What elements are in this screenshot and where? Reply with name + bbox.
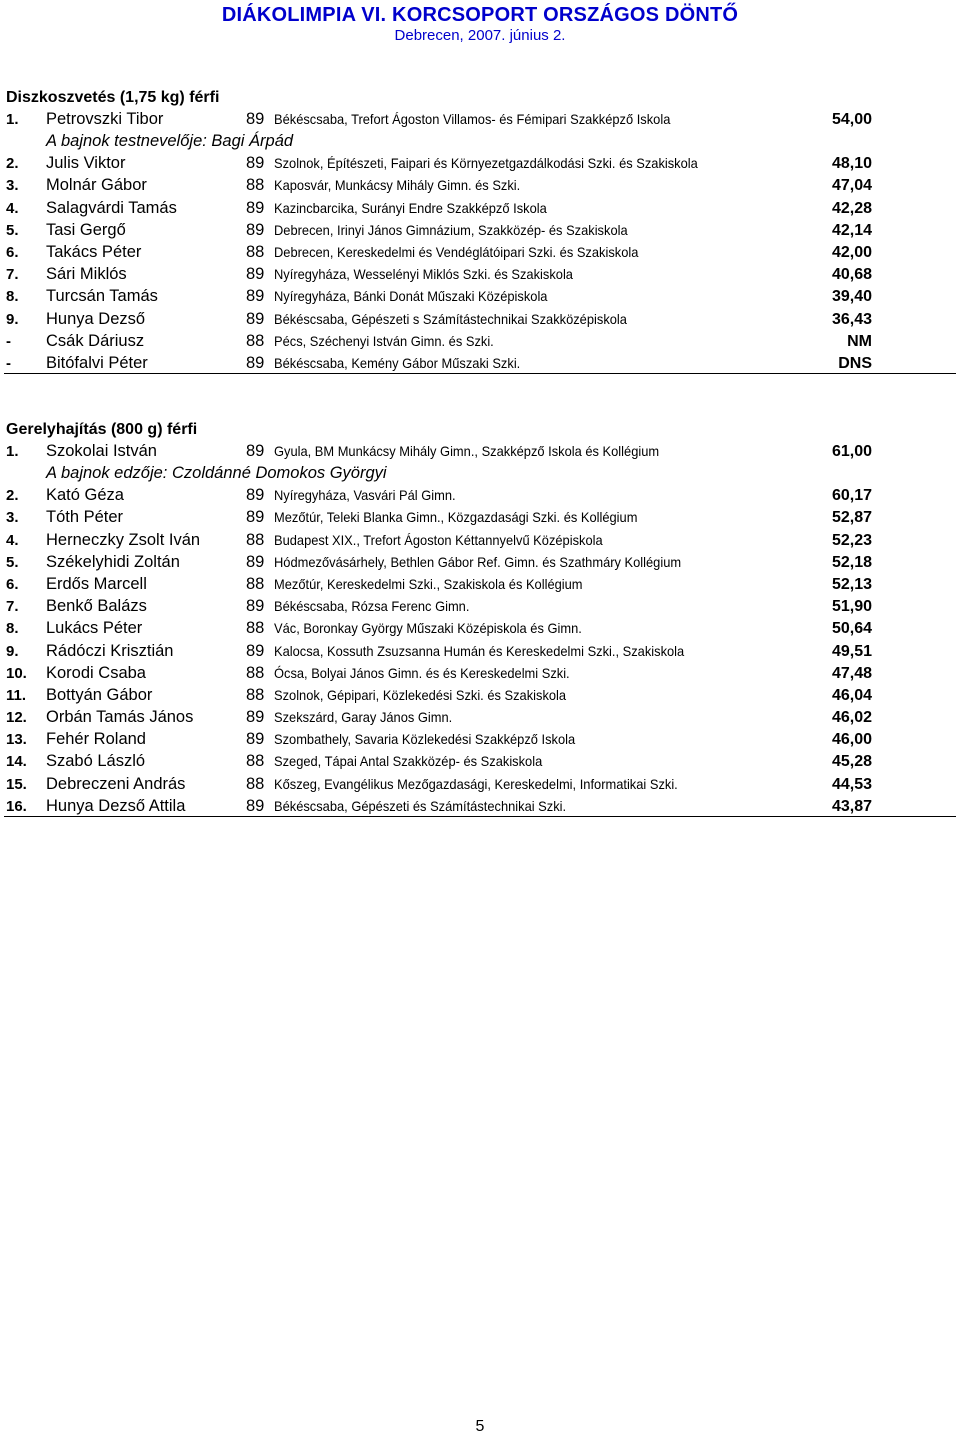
result-row	[0, 706, 960, 728]
athlete-name: Benkő Balázs	[46, 597, 147, 616]
athlete-year: 88	[246, 574, 265, 593]
coach-note: A bajnok testnevelője: Bagi Árpád	[46, 132, 294, 151]
result-row	[0, 728, 960, 750]
athlete-year: 88	[246, 619, 265, 638]
athlete-name: Szokolai István	[46, 442, 157, 460]
athlete-result: 42,14	[831, 221, 872, 239]
athlete-rank: 13.	[6, 731, 27, 749]
athlete-school: Kazincbarcika, Surányi Endre Szakképző Iskola	[274, 199, 547, 216]
athlete-rank: 1.	[6, 443, 19, 460]
athlete-rank: 8.	[6, 288, 19, 306]
athlete-result: NM	[847, 332, 872, 350]
athlete-name: Székelyhidi Zoltán	[46, 552, 180, 571]
result-row	[0, 484, 960, 506]
result-row	[0, 595, 960, 617]
athlete-rank: 5.	[6, 553, 19, 571]
athlete-name: Csák Dáriusz	[46, 331, 145, 350]
athlete-rank: 15.	[6, 775, 27, 793]
athlete-rank: 2.	[6, 155, 19, 173]
athlete-school: Mezőtúr, Kereskedelmi Szki., Szakiskola és Kollégium	[274, 575, 583, 592]
athlete-school: Debrecen, Kereskedelmi és Vendéglátóipari Szki. és Szakiskola	[274, 243, 639, 260]
athlete-rank: 12.	[6, 709, 27, 727]
athlete-name: Lukács Péter	[46, 619, 143, 638]
athlete-rank: 8.	[6, 620, 19, 638]
athlete-result: 42,28	[831, 199, 872, 217]
athlete-school: Kaposvár, Munkácsy Mihály Gimn. és Szki.	[274, 177, 521, 194]
athlete-year: 89	[246, 486, 265, 505]
athlete-school: Kalocsa, Kossuth Zsuzsanna Humán és Kereskedelmi Szki., Szakiskola	[274, 642, 685, 659]
athlete-result: 42,00	[831, 243, 872, 261]
result-row	[0, 573, 960, 595]
result-row	[0, 330, 960, 352]
event-title: Diszkoszvetés (1,75 kg) férfi	[6, 89, 220, 106]
result-row	[0, 241, 960, 263]
result-row	[0, 352, 960, 374]
athlete-school: Szombathely, Savaria Közlekedési Szakképző Iskola	[274, 731, 576, 748]
athlete-rank: 4.	[6, 199, 19, 217]
result-row	[0, 640, 960, 662]
athlete-year: 89	[246, 730, 265, 749]
result-row	[0, 617, 960, 639]
result-row	[0, 684, 960, 706]
athlete-name: Julis Viktor	[46, 154, 126, 173]
athlete-rank: 3.	[6, 509, 19, 527]
athlete-result: 60,17	[831, 487, 872, 505]
athlete-year: 89	[246, 508, 265, 527]
athlete-year: 88	[246, 685, 265, 704]
athlete-school: Szolnok, Gépipari, Közlekedési Szki. és Szakiskola	[274, 686, 567, 703]
athlete-result: 46,02	[831, 709, 872, 727]
athlete-rank: 10.	[6, 664, 27, 682]
athlete-year: 89	[246, 597, 265, 616]
athlete-year: 89	[246, 220, 265, 239]
athlete-name: Hunya Dezső	[46, 309, 146, 328]
athlete-name: Hunya Dezső Attila	[46, 796, 186, 815]
document-title: DIÁKOLIMPIA VI. KORCSOPORT ORSZÁGOS DÖNTŐ	[221, 4, 739, 26]
athlete-result: 54,00	[831, 111, 872, 128]
athlete-year: 89	[246, 641, 265, 660]
athlete-result: 49,51	[831, 642, 872, 660]
athlete-rank: 4.	[6, 531, 19, 549]
result-row	[0, 750, 960, 772]
athlete-year: 89	[246, 708, 265, 727]
result-row	[0, 285, 960, 307]
athlete-school: Békéscsaba, Kemény Gábor Műszaki Szki.	[274, 354, 521, 371]
athlete-result: 46,00	[831, 731, 872, 749]
athlete-school: Nyíregyháza, Vasvári Pál Gimn.	[274, 487, 456, 504]
athlete-school: Hódmezővásárhely, Bethlen Gábor Ref. Gimn. és Szathmáry Kollégium	[274, 553, 682, 570]
athlete-result: 47,04	[831, 177, 872, 195]
athlete-school: Békéscsaba, Gépészeti és Számítástechnikai Szki.	[274, 797, 567, 814]
athlete-name: Erdős Marcell	[46, 574, 147, 593]
document-subtitle: Debrecen, 2007. június 2.	[394, 27, 566, 44]
athlete-year: 89	[246, 198, 265, 217]
athlete-name: Petrovszki Tibor	[46, 110, 164, 128]
athlete-rank: 7.	[6, 598, 19, 616]
athlete-year: 89	[246, 287, 265, 306]
athlete-name: Takács Péter	[46, 242, 142, 261]
athlete-name: Salagvárdi Tamás	[46, 198, 177, 217]
athlete-result: 52,87	[831, 509, 872, 527]
athlete-year: 89	[246, 552, 265, 571]
athlete-result: DNS	[838, 354, 872, 372]
result-row	[0, 152, 960, 174]
result-row	[0, 795, 960, 817]
athlete-year: 89	[246, 796, 265, 815]
result-row	[0, 773, 960, 795]
athlete-name: Kató Géza	[46, 486, 124, 505]
result-row	[0, 662, 960, 684]
athlete-name: Korodi Csaba	[46, 663, 146, 682]
athlete-school: Pécs, Széchenyi István Gimn. és Szki.	[274, 332, 494, 349]
athlete-result: 45,28	[831, 753, 872, 771]
document-header	[0, 4, 960, 46]
athlete-result: 44,53	[831, 775, 872, 793]
athlete-name: Tasi Gergő	[46, 220, 126, 239]
result-row	[0, 219, 960, 241]
athlete-result: 52,13	[831, 575, 872, 593]
athlete-year: 88	[246, 663, 265, 682]
athlete-school: Debrecen, Irinyi János Gimnázium, Szakközép- és Szakiskola	[274, 221, 628, 238]
athlete-result: 52,23	[831, 531, 872, 549]
athlete-year: 88	[246, 242, 265, 261]
athlete-year: 89	[246, 442, 265, 460]
athlete-rank: -	[6, 332, 11, 350]
athlete-rank: 14.	[6, 753, 27, 771]
athlete-rank: 3.	[6, 177, 19, 195]
athlete-rank: 16.	[6, 797, 27, 815]
athlete-rank: 1.	[6, 111, 19, 128]
athlete-rank: 9.	[6, 642, 19, 660]
athlete-rank: 5.	[6, 221, 19, 239]
athlete-school: Vác, Boronkay György Műszaki Középiskola és Gimn.	[274, 620, 582, 637]
athlete-school: Békéscsaba, Trefort Ágoston Villamos- és Fémipari Szakképző Iskola	[274, 111, 671, 127]
athlete-school: Ócsa, Bolyai János Gimn. és és Kereskedelmi Szki.	[274, 664, 570, 681]
athlete-year: 88	[246, 530, 265, 549]
athlete-school: Kőszeg, Evangélikus Mezőgazdasági, Kereskedelmi, Informatikai Szki.	[274, 775, 678, 792]
athlete-school: Szolnok, Építészeti, Faipari és Környezetgazdálkodási Szki. és Szakiskola	[274, 155, 698, 172]
athlete-year: 88	[246, 774, 265, 793]
athlete-name: Fehér Roland	[46, 730, 146, 749]
athlete-name: Turcsán Tamás	[46, 287, 158, 306]
athlete-name: Debreczeni András	[46, 774, 186, 793]
event-section-discus	[0, 88, 960, 374]
athlete-name: Herneczky Zsolt Iván	[46, 530, 201, 549]
athlete-year: 89	[246, 110, 265, 128]
result-row	[0, 108, 960, 130]
athlete-school: Gyula, BM Munkácsy Mihály Gimn., Szakképző Iskola és Kollégium	[274, 443, 660, 459]
result-row	[0, 551, 960, 573]
athlete-result: 48,10	[831, 155, 872, 173]
athlete-name: Rádóczi Krisztián	[46, 641, 174, 660]
athlete-name: Bottyán Gábor	[46, 685, 153, 704]
athlete-rank: 6.	[6, 575, 19, 593]
athlete-year: 88	[246, 331, 265, 350]
athlete-result: 50,64	[831, 620, 872, 638]
result-row	[0, 197, 960, 219]
result-row	[0, 174, 960, 196]
athlete-result: 46,04	[831, 686, 872, 704]
athlete-year: 89	[246, 265, 265, 284]
result-row	[0, 308, 960, 330]
athlete-name: Sári Miklós	[46, 265, 127, 284]
athlete-school: Szekszárd, Garay János Gimn.	[274, 709, 453, 726]
athlete-school: Budapest XIX., Trefort Ágoston Kéttannyelvű Középiskola	[274, 531, 603, 548]
coach-note: A bajnok edzője: Czoldánné Domokos Györgyi	[46, 464, 387, 483]
athlete-result: 51,90	[831, 598, 872, 616]
athlete-result: 61,00	[831, 443, 872, 460]
page-number: 5	[475, 1418, 485, 1435]
athlete-year: 89	[246, 309, 265, 328]
athlete-name: Tóth Péter	[46, 508, 124, 527]
athlete-school: Békéscsaba, Rózsa Ferenc Gimn.	[274, 598, 470, 615]
athlete-result: 39,40	[831, 288, 872, 306]
athlete-rank: -	[6, 354, 11, 372]
result-row	[0, 440, 960, 462]
result-row	[0, 506, 960, 528]
athlete-name: Bitófalvi Péter	[46, 353, 148, 372]
athlete-school: Szeged, Tápai Antal Szakközép- és Szakiskola	[274, 753, 543, 770]
athlete-year: 89	[246, 154, 265, 173]
result-row	[0, 263, 960, 285]
athlete-rank: 2.	[6, 487, 19, 505]
athlete-year: 88	[246, 176, 265, 195]
athlete-school: Mezőtúr, Teleki Blanka Gimn., Közgazdasági Szki. és Kollégium	[274, 509, 638, 526]
athlete-rank: 6.	[6, 243, 19, 261]
athlete-year: 88	[246, 752, 265, 771]
athlete-year: 89	[246, 353, 265, 372]
athlete-name: Molnár Gábor	[46, 176, 147, 195]
event-title: Gerelyhajítás (800 g) férfi	[6, 421, 198, 438]
athlete-rank: 7.	[6, 266, 19, 284]
result-row	[0, 529, 960, 551]
athlete-rank: 11.	[6, 686, 27, 704]
athlete-school: Nyíregyháza, Wesselényi Miklós Szki. és Szakiskola	[274, 266, 573, 283]
athlete-school: Békéscsaba, Gépészeti s Számítástechnikai Szakközépiskola	[274, 310, 627, 327]
athlete-result: 43,87	[831, 797, 872, 815]
athlete-result: 47,48	[831, 664, 872, 682]
athlete-result: 36,43	[831, 310, 872, 328]
event-section-javelin	[0, 420, 960, 817]
athlete-name: Szabó László	[46, 752, 146, 771]
athlete-result: 40,68	[831, 266, 872, 284]
athlete-result: 52,18	[831, 553, 872, 571]
athlete-rank: 9.	[6, 310, 19, 328]
athlete-school: Nyíregyháza, Bánki Donát Műszaki Középiskola	[274, 288, 548, 305]
athlete-name: Orbán Tamás János	[46, 708, 194, 727]
